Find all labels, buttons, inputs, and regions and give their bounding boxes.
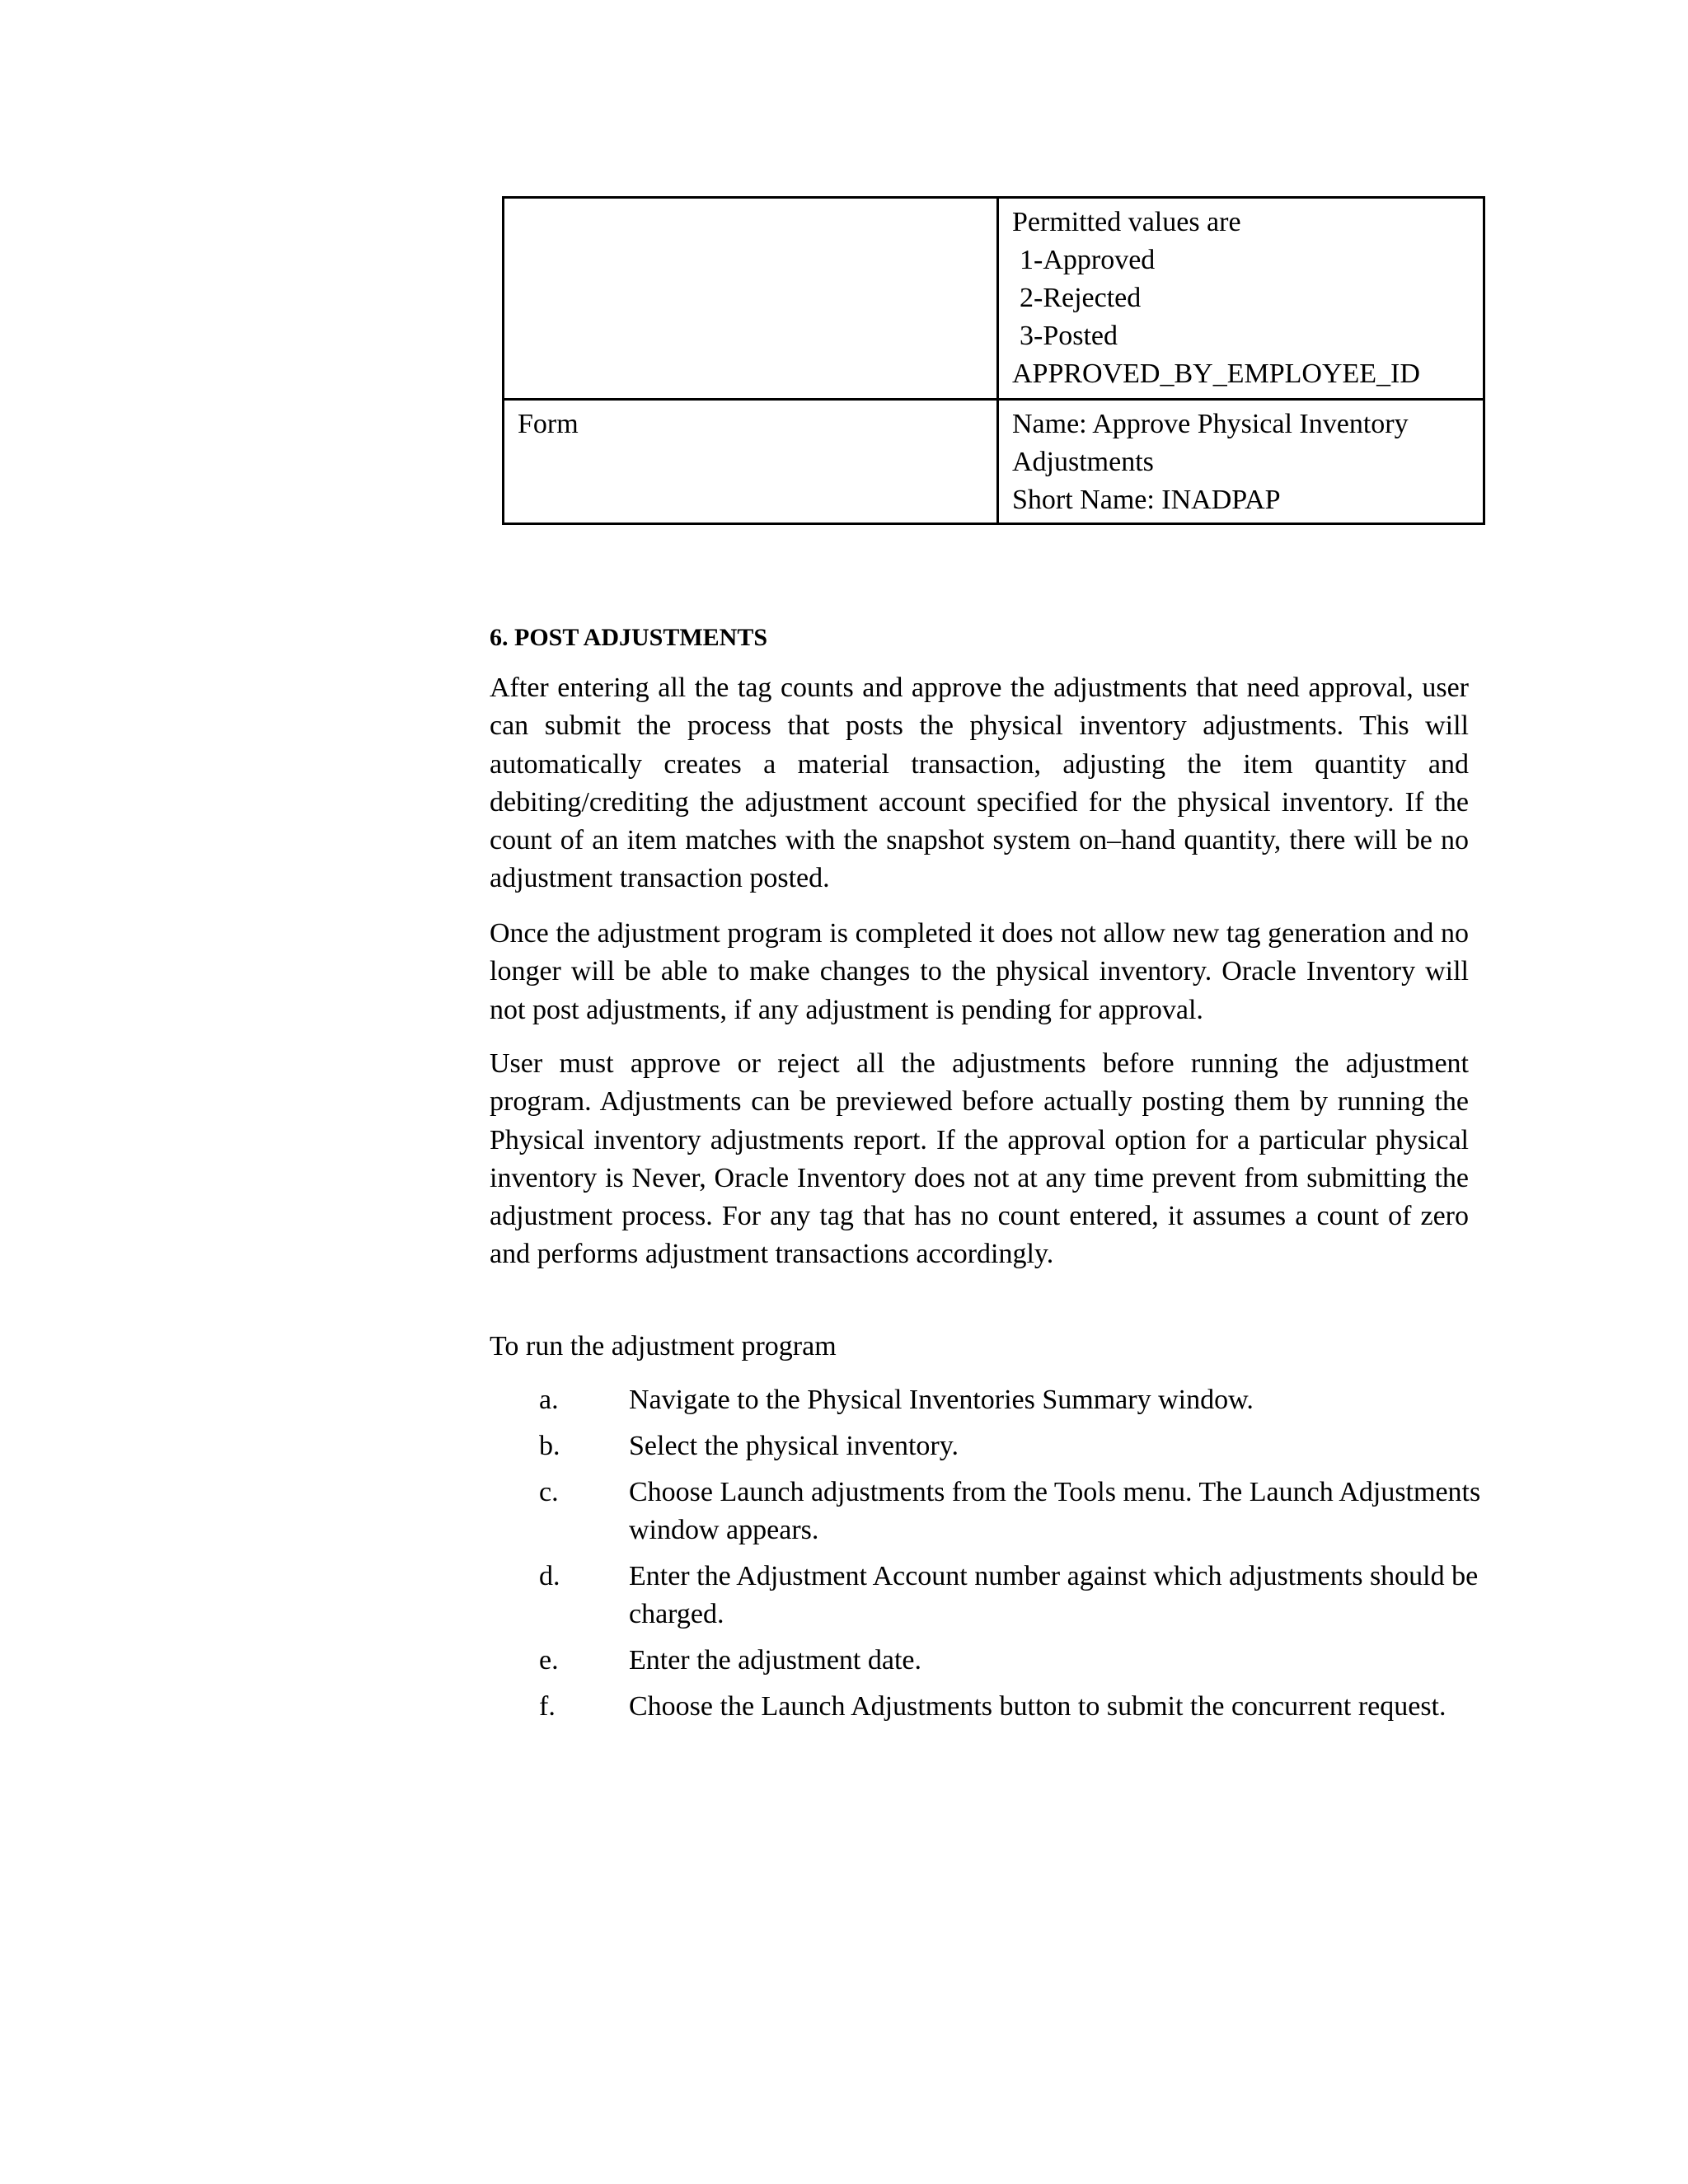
steps-intro: To run the adjustment program [490, 1331, 837, 1361]
section-heading: 6. POST ADJUSTMENTS [490, 624, 768, 651]
paragraph: Once the adjustment program is completed it does not allow new tag generation and no longer will be able to make changes to the physical inventory. Oracle Inventory will not post adjustments, if any adjustment is pending for approval. [490, 918, 1469, 1025]
cell-line: 2-Rejected [1020, 283, 1142, 313]
list-marker: d. [539, 1561, 560, 1591]
cell-line: Short Name: INADPAP [1012, 485, 1281, 515]
table-cell-left [504, 198, 998, 400]
table-cell-right [998, 400, 1484, 524]
list-item-text: Select the physical inventory. [629, 1431, 959, 1461]
list-marker: a. [539, 1385, 559, 1415]
list-marker: b. [539, 1431, 560, 1461]
list-marker: e. [539, 1645, 559, 1675]
cell-line: 1-Approved [1020, 245, 1156, 275]
table-cell-left: Form [504, 400, 998, 524]
list-marker: c. [539, 1477, 559, 1507]
list-item-text: Choose the Launch Adjustments button to submit the concurrent request. [629, 1691, 1447, 1722]
cell-line: 3-Posted [1020, 321, 1118, 351]
list-item [537, 1427, 1485, 1465]
list-item-text: Enter the adjustment date. [629, 1645, 921, 1675]
steps-list [537, 1381, 1485, 1734]
cell-line: Name: Approve Physical Inventory [1012, 409, 1409, 439]
list-item-text: Navigate to the Physical Inventories Summary window. [629, 1385, 1254, 1415]
cell-line: APPROVED_BY_EMPLOYEE_ID [1012, 359, 1420, 389]
list-item-text: Enter the Adjustment Account number against which adjustments should be charged. [629, 1561, 1479, 1629]
table-row [504, 198, 1484, 400]
list-item [537, 1642, 1485, 1680]
list-item [537, 1688, 1485, 1726]
info-table [502, 196, 1485, 525]
table-row [504, 400, 1484, 524]
cell-line: Permitted values are [1012, 207, 1241, 237]
list-item [537, 1381, 1485, 1419]
list-item-text: Choose Launch adjustments from the Tools menu. The Launch Adjustments window appears. [629, 1477, 1481, 1545]
list-marker: f. [539, 1691, 556, 1722]
cell-line: Adjustments [1012, 447, 1154, 477]
list-item [537, 1474, 1485, 1549]
table-cell-right [998, 198, 1484, 400]
paragraph: After entering all the tag counts and approve the adjustments that need approval, user can submit the process that posts the physical inventory adjustments. This will automatically creates a material transaction, adjusting the item quantity and debiting/crediting the adjustment account specified for the physical inventory. If the count of an item matches with the snapshot system on–hand quantity, there will be no adjustment transaction posted. [490, 673, 1469, 894]
paragraph: User must approve or reject all the adjustments before running the adjustment program. Adjustments can be previewed before actually posting them by running the Physical inventory adjustments report. If the approval option for a particular physical inventory is Never, Oracle Inventory does not at any time prevent from submitting the adjustment process. For any tag that has no count entered, it assumes a count of zero and performs adjustment transactions accordingly. [490, 1048, 1469, 1270]
list-item [537, 1558, 1485, 1633]
